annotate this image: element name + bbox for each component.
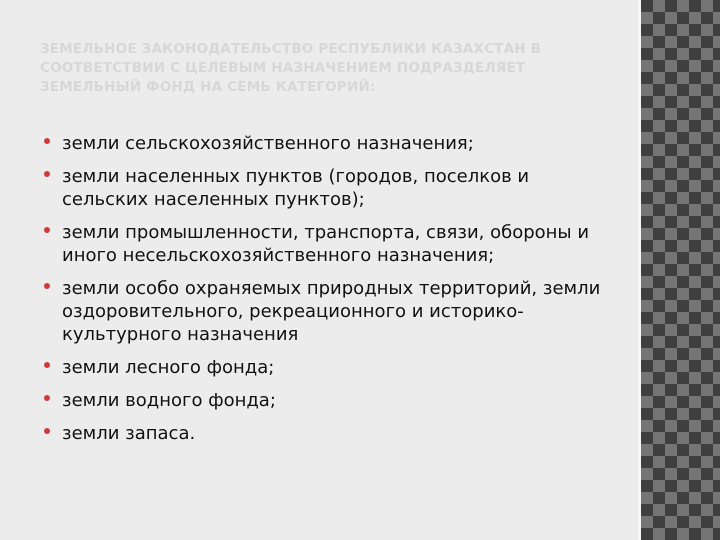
bullet-icon (44, 395, 50, 401)
list-item (44, 356, 619, 379)
bullet-icon (44, 171, 50, 177)
bullet-icon (44, 227, 50, 233)
list-item (44, 389, 619, 412)
list-item (44, 277, 619, 346)
list-item (44, 132, 619, 155)
list-item-text: земли промышленности, транспорта, связи, обороны и иного несельскохозяйственного назначения; (62, 222, 590, 266)
bullet-icon (44, 283, 50, 289)
list-item-text: земли особо охраняемых природных территорий, земли оздоровительного, рекреационного и историко-культурного назначения (62, 278, 601, 345)
list-item (44, 221, 619, 267)
decorative-pattern-strip (641, 0, 720, 540)
category-list (44, 132, 619, 455)
list-item (44, 165, 619, 211)
list-item-text: земли водного фонда; (62, 390, 276, 411)
list-item-text: земли запаса. (62, 423, 196, 444)
list-item-text: земли населенных пунктов (городов, поселков и сельских населенных пунктов); (62, 166, 530, 210)
bullet-icon (44, 138, 50, 144)
slide-title: ЗЕМЕЛЬНОЕ ЗАКОНОДАТЕЛЬСТВО РЕСПУБЛИКИ КАЗАХСТАН В СООТВЕТСТВИИ С ЦЕЛЕВЫМ НАЗНАЧЕНИЕМ ПОДРАЗДЕЛЯЕТ ЗЕМЕЛЬНЫЙ ФОНД НА СЕМЬ КАТЕГОРИЙ: (40, 41, 542, 95)
list-item-text: земли сельскохозяйственного назначения; (62, 133, 474, 154)
bullet-icon (44, 428, 50, 434)
list-item (44, 422, 619, 445)
list-item-text: земли лесного фонда; (62, 357, 275, 378)
bullet-icon (44, 362, 50, 368)
